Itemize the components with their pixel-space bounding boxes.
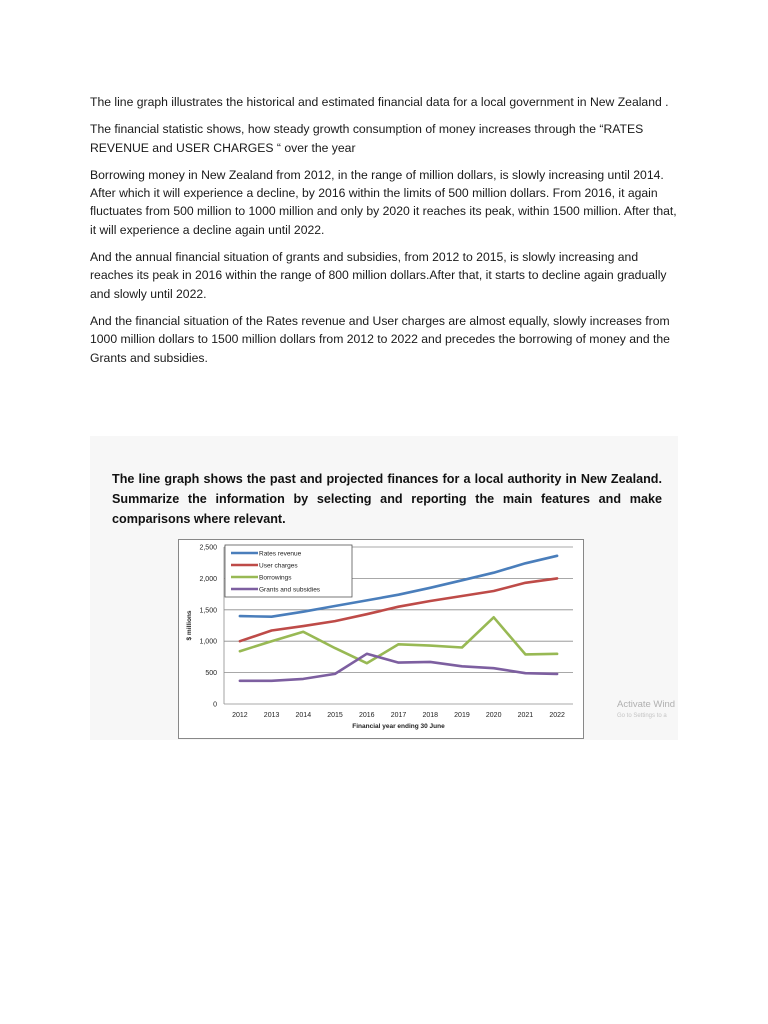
data-point-rates-revenue (398, 594, 400, 596)
x-tick-label: 2018 (422, 712, 439, 719)
data-point-borrowings (271, 640, 273, 642)
x-tick-label: 2015 (327, 712, 343, 719)
data-point-borrowings (334, 647, 336, 649)
data-point-user-charges (461, 595, 463, 597)
data-point-rates-revenue (366, 599, 368, 601)
y-tick-label: 500 (205, 670, 217, 678)
data-point-grants-and-subsidies (398, 662, 400, 664)
data-point-grants-and-subsidies (366, 653, 368, 655)
paragraph-4: And the annual financial situation of grants and subsidies, from 2012 to 2015, is slowly increasing and reaches its peak in 2016 within the range of 800 million dollars.After that, it starts to decline again gradually and slowly until 2022. (90, 250, 667, 301)
data-point-user-charges (302, 625, 304, 627)
legend-label-grants-and-subsidies: Grants and subsidies (259, 586, 321, 594)
x-tick-label: 2014 (295, 712, 312, 719)
y-tick-label: 2,500 (199, 544, 217, 552)
data-point-borrowings (493, 616, 495, 618)
y-tick-label: 1,500 (199, 607, 217, 615)
data-point-user-charges (556, 578, 558, 580)
x-tick-label: 2020 (485, 712, 502, 719)
legend-label-borrowings: Borrowings (259, 574, 292, 582)
data-point-grants-and-subsidies (429, 661, 431, 663)
data-point-grants-and-subsidies (493, 667, 495, 669)
data-point-grants-and-subsidies (334, 673, 336, 675)
figure-title: The line graph shows the past and projected finances for a local authority in New Zealand. Summarize the information by selecting and reporting the main features and make comparisons where relevant. (112, 472, 662, 526)
data-point-rates-revenue (271, 616, 273, 618)
y-tick-label: 2,000 (199, 575, 217, 583)
data-point-borrowings (556, 653, 558, 655)
data-point-user-charges (429, 600, 431, 602)
data-point-rates-revenue (525, 562, 527, 564)
data-point-rates-revenue (556, 555, 558, 557)
data-point-rates-revenue (493, 572, 495, 574)
data-point-rates-revenue (302, 611, 304, 613)
legend-label-user-charges: User charges (259, 562, 298, 570)
data-point-grants-and-subsidies (271, 680, 273, 682)
paragraph-2: The financial statistic shows, how steady growth consumption of money increases through the “RATES REVENUE and USER CHARGES “ over the year (90, 122, 644, 155)
data-point-borrowings (398, 643, 400, 645)
data-point-grants-and-subsidies (302, 678, 304, 680)
x-tick-label: 2016 (358, 712, 375, 719)
data-point-grants-and-subsidies (525, 672, 527, 674)
data-point-user-charges (398, 606, 400, 608)
data-point-user-charges (239, 640, 241, 642)
data-point-user-charges (334, 620, 336, 622)
x-tick-label: 2012 (232, 712, 248, 719)
paragraph-5: And the financial situation of the Rates revenue and User charges are almost equally, slowly increases from 1000 million dollars to 1500 million dollars from 2012 to 2022 and precedes the borrowing of money and the Grants and subsidies. (90, 313, 670, 365)
x-tick-label: 2019 (454, 712, 470, 719)
data-point-grants-and-subsidies (556, 673, 558, 675)
document-body (90, 93, 680, 376)
paragraph-3: Borrowing money in New Zealand from 2012, in the range of million dollars, is slowly increasing until 2014. After which it will experience a decline, by 2016 within the limits of 500 million dollars. From 2016, it again fluctuates from 500 million to 1000 million and only by 2020 it reaches its peak, within 1500 million. After that, it will experience a decline again until 2022. (90, 167, 677, 237)
data-point-borrowings (525, 653, 527, 655)
data-point-user-charges (525, 582, 527, 584)
data-point-rates-revenue (461, 579, 463, 581)
x-tick-label: 2017 (390, 712, 407, 719)
data-point-grants-and-subsidies (461, 665, 463, 667)
x-tick-label: 2021 (517, 712, 534, 719)
data-point-rates-revenue (429, 587, 431, 589)
data-point-user-charges (271, 630, 273, 632)
data-point-borrowings (461, 647, 463, 649)
y-tick-label: 1,000 (199, 638, 217, 646)
data-point-user-charges (493, 590, 495, 592)
paragraph-1: The line graph illustrates the historical and estimated financial data for a local government in New Zealand . (90, 95, 669, 109)
line-chart (178, 539, 584, 739)
data-point-borrowings (429, 645, 431, 647)
activate-watermark: Activate Wind (617, 699, 676, 710)
data-point-rates-revenue (334, 605, 336, 607)
data-point-grants-and-subsidies (239, 680, 241, 682)
data-point-borrowings (366, 662, 368, 664)
data-point-borrowings (302, 631, 304, 633)
data-point-user-charges (366, 613, 368, 615)
y-axis-label: $ millions (186, 610, 193, 641)
legend-label-rates-revenue: Rates revenue (259, 550, 302, 558)
y-tick-label: 0 (213, 701, 217, 709)
embedded-figure (90, 436, 678, 740)
x-tick-label: 2013 (263, 712, 280, 719)
x-axis-label: Financial year ending 30 June (352, 723, 445, 730)
x-tick-label: 2022 (549, 712, 565, 719)
data-point-rates-revenue (239, 615, 241, 617)
data-point-borrowings (239, 650, 241, 652)
activate-watermark-sub: Go to Settings to a (617, 713, 667, 719)
